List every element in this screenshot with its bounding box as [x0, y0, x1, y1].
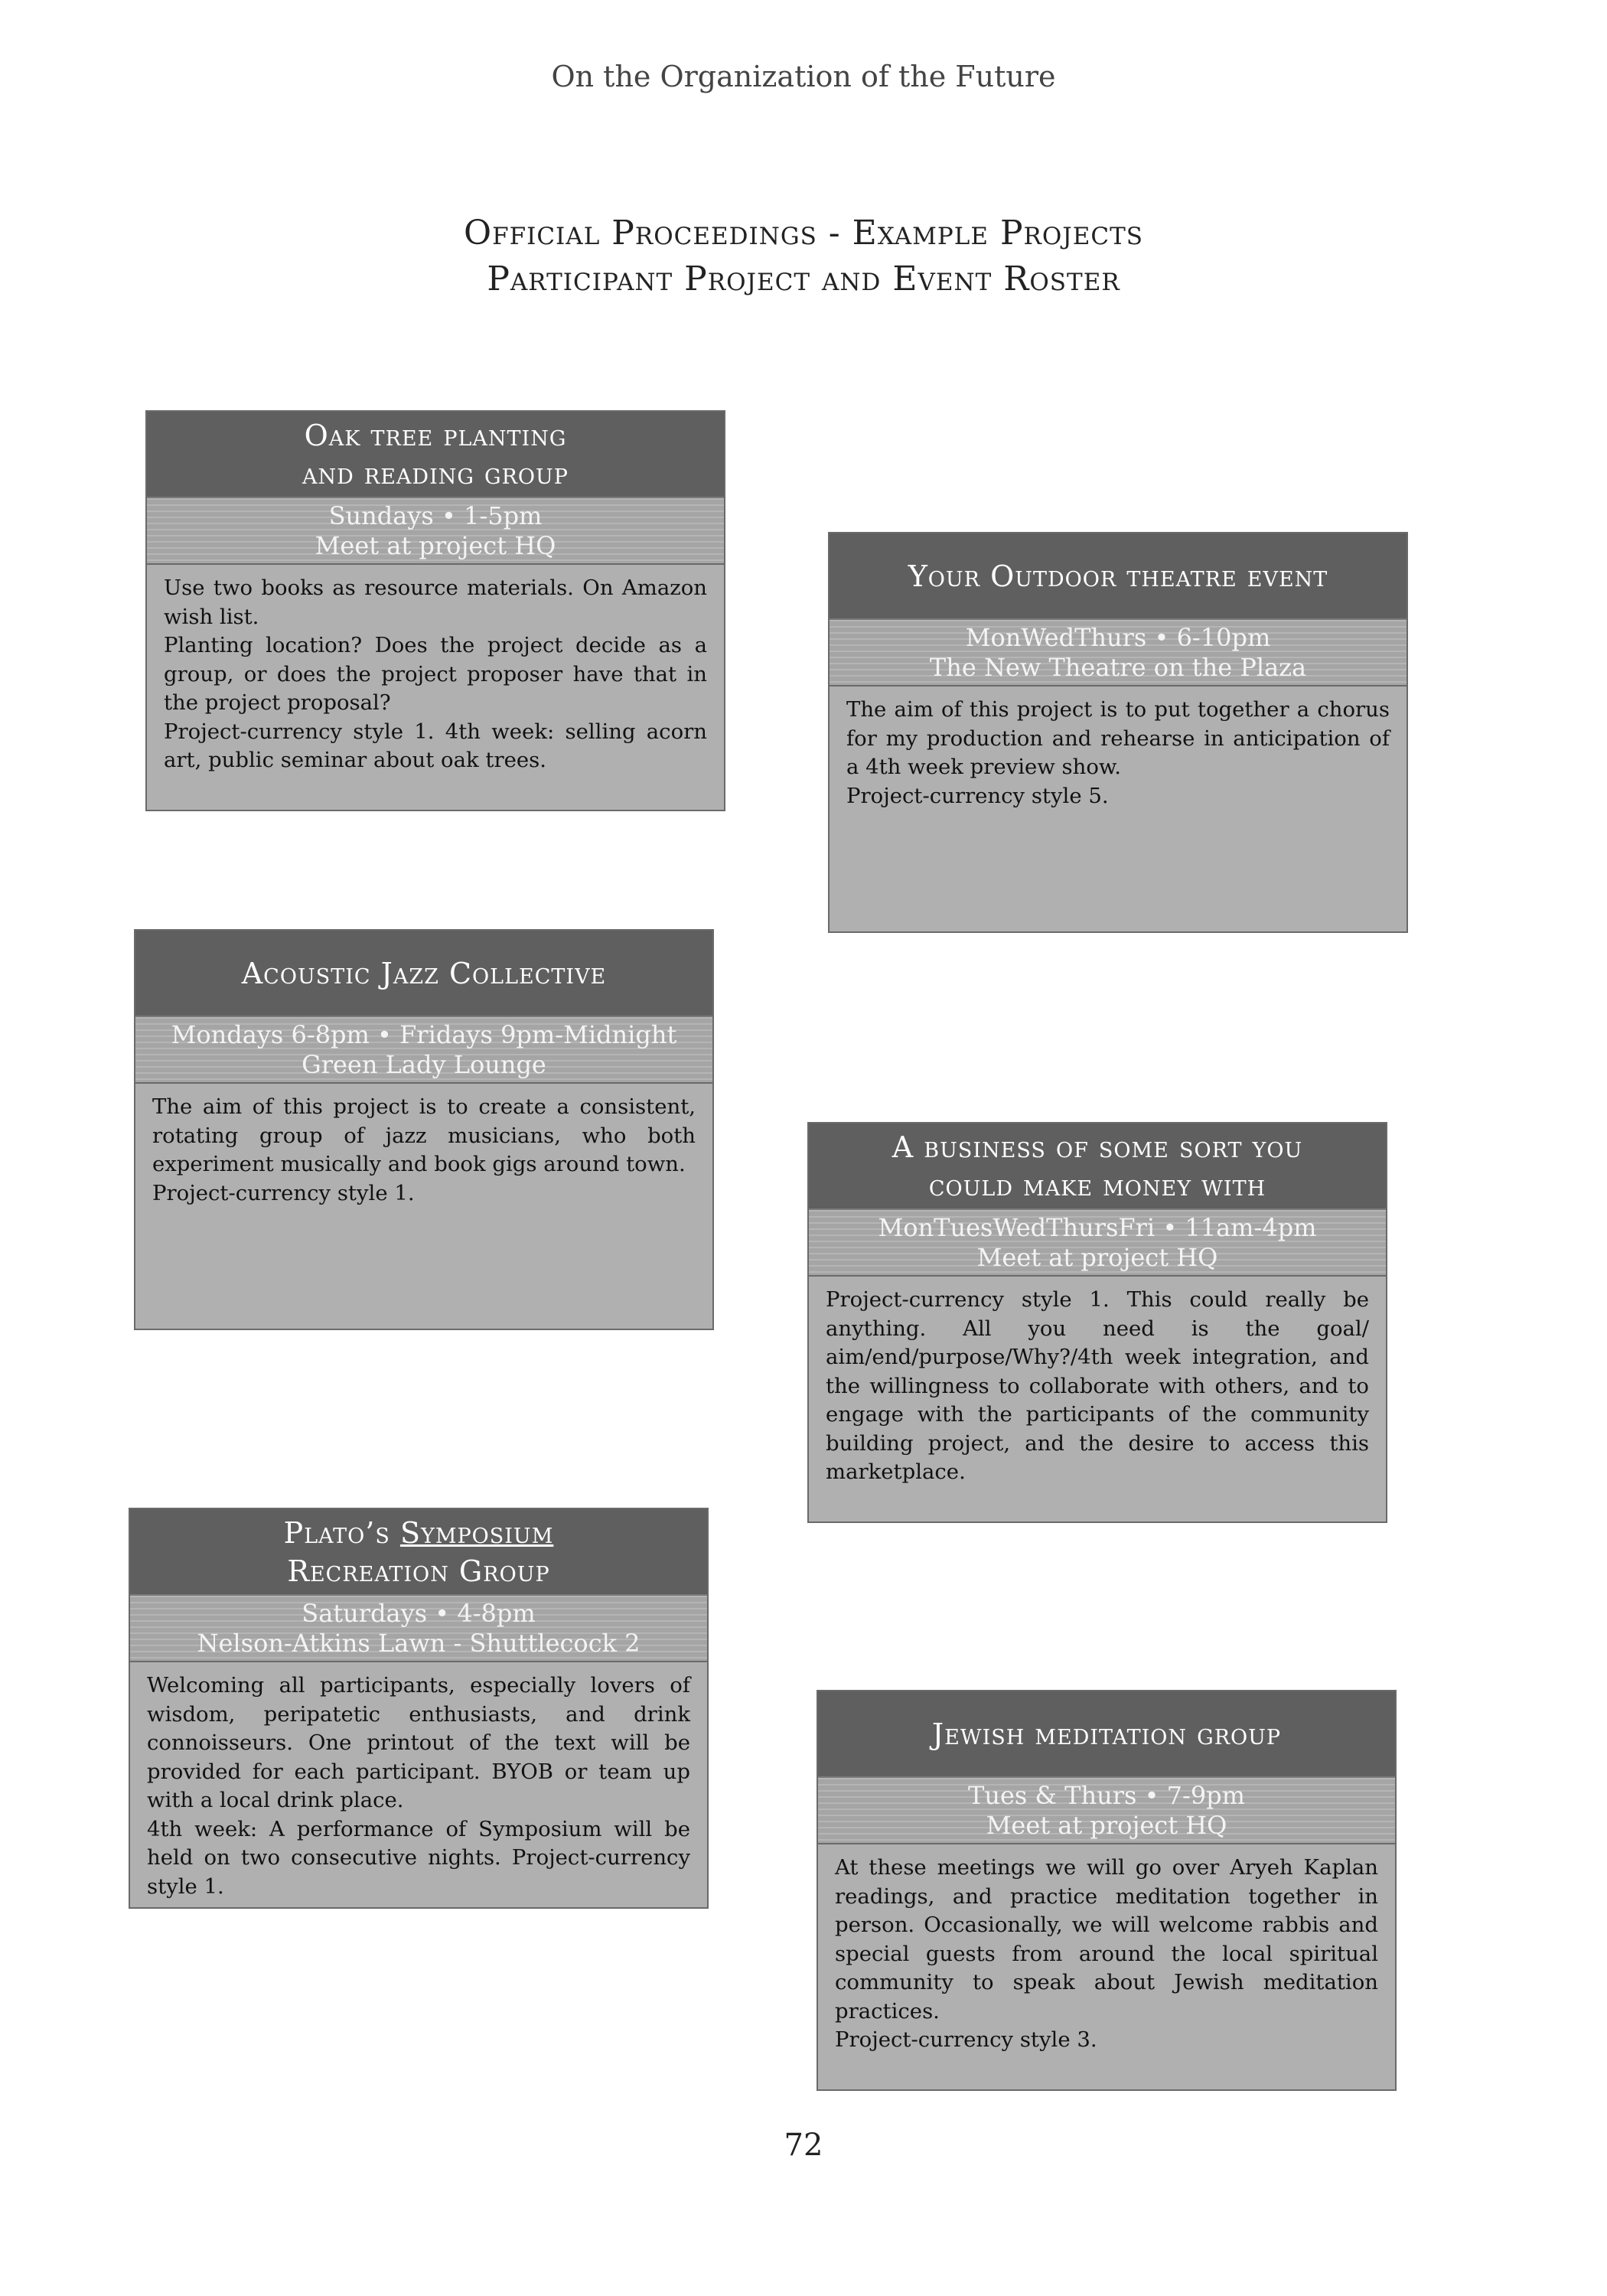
project-card-title	[130, 1509, 707, 1594]
project-card-symposium	[129, 1508, 709, 1909]
project-card-description	[818, 1844, 1395, 2055]
project-card-description	[130, 1662, 707, 1901]
project-card-title	[809, 1124, 1386, 1208]
page-title-line-2: Participant Project and Event Roster	[487, 259, 1120, 298]
project-card-location: Green Lady Lounge	[302, 1049, 546, 1079]
title-prefix: Plato’s	[283, 1515, 400, 1550]
project-card-schedule: Tues & Thurs • 7-9pm	[968, 1780, 1245, 1810]
project-card-title-line: could make money with	[928, 1168, 1266, 1202]
project-card-meta	[830, 618, 1407, 687]
project-card-title	[135, 931, 712, 1016]
title-underlined-work: Symposium	[399, 1515, 554, 1550]
project-card-description	[809, 1277, 1386, 1487]
description-paragraph: Use two books as resource materials. On Amazon wish list.	[164, 576, 707, 629]
description-paragraph: 4th week: A performance of Symposium will be held on two consecutive nights. Project-currency style 1.	[147, 1816, 690, 1899]
project-card-title-line: Jewish meditation group	[931, 1717, 1282, 1751]
description-paragraph: Project-currency style 1. 4th week: selling acorn art, public seminar about oak trees.	[164, 719, 707, 772]
project-card-title-line	[284, 1514, 554, 1552]
description-paragraph: Project-currency style 1. This could really be anything. All you need is the goal/ aim/end/purpose/Why?/4th week integration, and the willingness to collaborate with others, and to engage with the participants of the community building project, and the desire to access this marketplace.	[826, 1287, 1369, 1484]
project-card-meta	[130, 1594, 707, 1662]
project-card-jazz-collective	[134, 929, 714, 1330]
project-card-description	[135, 1084, 712, 1208]
project-card-location: The New Theatre on the Plaza	[929, 652, 1307, 682]
project-card-title	[830, 533, 1407, 618]
description-paragraph: Project-currency style 3.	[835, 2027, 1097, 2052]
project-card-schedule: Saturdays • 4-8pm	[302, 1598, 536, 1628]
page-number: 72	[784, 2128, 823, 2163]
project-card-title-line: Recreation Group	[287, 1554, 550, 1588]
project-card-title-line: Acoustic Jazz Collective	[241, 956, 607, 990]
project-card-meta	[147, 497, 724, 565]
project-card-title	[818, 1691, 1395, 1776]
project-card-title-line: Your Outdoor theatre event	[908, 559, 1328, 593]
project-card-description	[147, 565, 724, 775]
project-card-location: Nelson-Atkins Lawn - Shuttlecock 2	[197, 1628, 641, 1658]
project-card-schedule: Sundays • 1-5pm	[328, 501, 543, 530]
running-head: On the Organization of the Future	[551, 60, 1056, 93]
description-paragraph: Planting location? Does the project decide as a group, or does the project proposer have that in the project proposal?	[164, 633, 707, 715]
project-card-location: Meet at project HQ	[976, 1242, 1218, 1272]
project-card-title-line: and reading group	[302, 456, 569, 491]
project-card-title-line: A business of some sort you	[892, 1130, 1303, 1164]
project-card-business	[807, 1122, 1387, 1523]
page-title-line-1: Official Proceedings - Example Projects	[464, 214, 1143, 253]
project-card-meta	[135, 1016, 712, 1084]
project-card-location: Meet at project HQ	[986, 1810, 1227, 1840]
project-card-schedule: MonTuesWedThursFri • 11am-4pm	[878, 1212, 1317, 1242]
project-card-jewish-meditation	[817, 1690, 1397, 2091]
project-card-oak-tree	[145, 410, 725, 811]
project-card-description	[830, 687, 1407, 810]
project-card-schedule: MonWedThurs • 6-10pm	[965, 622, 1271, 652]
project-card-title	[147, 412, 724, 497]
description-paragraph: Welcoming all participants, especially lovers of wisdom, peripatetic enthusiasts, and drink connoisseurs. One printout of the text will be provided for each participant. BYOB or team up with a local drink place.	[147, 1673, 690, 1812]
description-paragraph: Project-currency style 1.	[152, 1180, 415, 1205]
description-paragraph: At these meetings we will go over Aryeh Kaplan readings, and practice meditation together in person. Occasionally, we will welcome rabbis and special guests from around the local spiritual community to speak about Jewish meditation practices.	[835, 1855, 1378, 2024]
project-card-title-line: Oak tree planting	[304, 418, 567, 452]
project-card-meta	[818, 1776, 1395, 1844]
description-paragraph: The aim of this project is to create a consistent, rotating group of jazz musicians, who both experiment musically and book gigs around town.	[152, 1094, 696, 1176]
description-paragraph: The aim of this project is to put together a chorus for my production and rehearse in anticipation of a 4th week preview show.	[846, 697, 1390, 779]
project-card-schedule: Mondays 6-8pm • Fridays 9pm-Midnight	[171, 1019, 677, 1049]
project-card-outdoor-theatre	[828, 532, 1408, 933]
project-card-meta	[809, 1208, 1386, 1277]
description-paragraph: Project-currency style 5.	[846, 783, 1109, 808]
page-title	[0, 210, 1607, 302]
project-card-location: Meet at project HQ	[315, 530, 556, 560]
